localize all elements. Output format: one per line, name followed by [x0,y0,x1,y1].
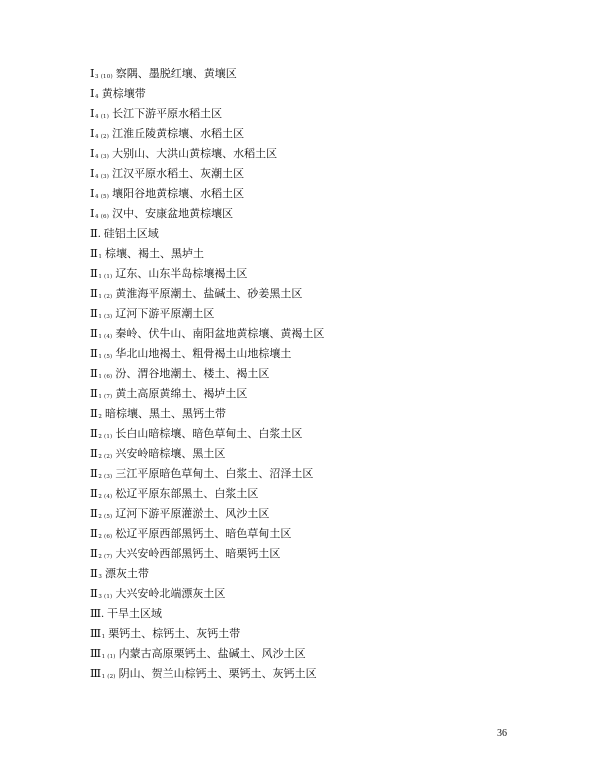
zone-code-numeral: Ⅰ [90,108,95,120]
zone-description: 壤阳谷地黄棕壤、水稻土区 [112,187,245,200]
zone-code-subscript: 1 [98,254,103,260]
zone-code-numeral: Ⅱ [90,488,98,500]
zone-code-numeral: Ⅱ [90,548,98,560]
zone-code-subscript: 1 (2) [98,294,113,300]
soil-zone-entry [90,264,324,284]
zone-code-numeral: Ⅱ. [90,228,101,240]
zone-description: 内蒙古高原栗钙土、盐碱土、风沙土区 [118,647,306,660]
soil-zone-entry [90,124,324,144]
soil-zone-list [90,64,324,684]
zone-description: 暗棕壤、黑土、黑钙土带 [105,407,227,420]
zone-code-subscript: 2 (6) [98,534,113,540]
zone-code-numeral: Ⅱ [90,308,98,320]
zone-code-subscript: 2 (7) [98,554,113,560]
soil-zone-entry [90,284,324,304]
zone-code-numeral: Ⅲ. [90,608,104,620]
zone-code-subscript: 2 [98,414,103,420]
zone-description: 秦岭、伏牛山、南阳盆地黄棕壤、黄褐土区 [115,327,325,340]
zone-code-numeral: Ⅱ [90,328,98,340]
zone-description: 三江平原暗色草甸土、白浆土、沼泽土区 [115,467,314,480]
zone-code-subscript: 1 (5) [98,354,113,360]
soil-zone-entry [90,144,324,164]
zone-code-numeral: Ⅱ [90,468,98,480]
zone-code-subscript: 4 (1) [95,114,110,120]
soil-zone-entry [90,104,324,124]
soil-zone-entry [90,364,324,384]
zone-code-numeral: Ⅱ [90,428,98,440]
soil-zone-entry [90,324,324,344]
soil-zone-entry [90,604,324,624]
zone-code-numeral: Ⅱ [90,508,98,520]
zone-code-subscript: 2 (3) [98,474,113,480]
zone-code-numeral: Ⅲ [90,648,102,660]
soil-zone-entry [90,304,324,324]
zone-description: 松辽平原西部黑钙土、暗色草甸土区 [115,527,292,540]
zone-code-numeral: Ⅱ [90,368,98,380]
zone-description: 漂灰土带 [105,567,150,580]
zone-description: 江淮丘陵黄棕壤、水稻土区 [112,127,245,140]
zone-code-numeral: Ⅱ [90,348,98,360]
soil-zone-entry [90,624,324,644]
soil-zone-entry [90,224,324,244]
zone-code-numeral: Ⅱ [90,268,98,280]
soil-zone-entry [90,84,324,104]
zone-code-subscript: 1 (4) [98,334,113,340]
zone-code-subscript: 4 (6) [95,214,110,220]
soil-zone-entry [90,384,324,404]
zone-description: 汾、渭谷地潮土、楼土、褐土区 [115,367,270,380]
zone-code-numeral: Ⅰ [90,188,95,200]
zone-code-subscript: 4 (3) [95,174,110,180]
zone-code-subscript: 4 (5) [95,194,110,200]
soil-zone-entry [90,64,324,84]
soil-zone-entry [90,664,324,684]
soil-zone-entry [90,164,324,184]
zone-code-subscript: 2 (1) [98,434,113,440]
zone-code-subscript: 4 (3) [95,154,110,160]
zone-description: 汉中、安康盆地黄棕壤区 [112,207,234,220]
zone-description: 辽河下游平原潮土区 [115,307,215,320]
zone-code-numeral: Ⅱ [90,568,98,580]
zone-code-subscript: 1 (1) [98,274,113,280]
zone-description: 阴山、贺兰山棕钙土、栗钙土、灰钙土区 [118,667,317,680]
zone-code-numeral: Ⅰ [90,68,95,80]
soil-zone-entry [90,564,324,584]
zone-description: 松辽平原东部黑土、白浆土区 [115,487,259,500]
zone-description: 大兴安岭西部黑钙土、暗栗钙土区 [115,547,281,560]
zone-description: 长江下游平原水稻土区 [112,107,223,120]
soil-zone-entry [90,524,324,544]
zone-code-subscript: 2 (4) [98,494,113,500]
zone-description: 大兴安岭北端漂灰土区 [115,587,226,600]
zone-code-subscript: 1 (2) [101,674,116,680]
soil-zone-entry [90,484,324,504]
page-number: 36 [497,728,507,739]
zone-code-subscript: 3 [98,574,103,580]
soil-zone-entry [90,204,324,224]
zone-code-numeral: Ⅱ [90,388,98,400]
zone-code-subscript: 1 (3) [98,314,113,320]
zone-code-subscript: 1 (7) [98,394,113,400]
zone-code-numeral: Ⅱ [90,528,98,540]
soil-zone-entry [90,504,324,524]
zone-code-numeral: Ⅱ [90,288,98,300]
zone-code-numeral: Ⅰ [90,88,95,100]
soil-zone-entry [90,584,324,604]
soil-zone-entry [90,244,324,264]
zone-code-subscript: 1 (6) [98,374,113,380]
soil-zone-entry [90,424,324,444]
zone-description: 辽河下游平原灌淤土、风沙土区 [115,507,270,520]
zone-description: 黄淮海平原潮土、盐碱土、砂姜黑土区 [115,287,303,300]
zone-code-numeral: Ⅱ [90,248,98,260]
zone-description: 察隅、墨脱红壤、黄壤区 [115,67,237,80]
zone-code-subscript: 1 (1) [101,654,116,660]
zone-code-numeral: Ⅰ [90,148,95,160]
zone-code-subscript: 4 (2) [95,134,110,140]
zone-description: 兴安岭暗棕壤、黑土区 [115,447,226,460]
zone-description: 硅铝土区域 [103,227,159,240]
zone-description: 黄棕壤带 [101,87,146,100]
zone-code-numeral: Ⅰ [90,128,95,140]
zone-code-subscript: 1 [101,634,106,640]
zone-description: 长白山暗棕壤、暗色草甸土、白浆土区 [115,427,303,440]
zone-description: 华北山地褐土、粗骨褐土山地棕壤土 [115,347,292,360]
zone-description: 黄土高原黄绵土、褐垆土区 [115,387,248,400]
zone-code-numeral: Ⅰ [90,168,95,180]
zone-description: 大别山、大洪山黄棕壤、水稻土区 [112,147,278,160]
soil-zone-entry [90,404,324,424]
soil-zone-entry [90,544,324,564]
soil-zone-entry [90,444,324,464]
zone-description: 江汉平原水稻土、灰潮土区 [112,167,245,180]
zone-code-numeral: Ⅰ [90,208,95,220]
soil-zone-entry [90,184,324,204]
zone-description: 棕壤、褐土、黑垆土 [105,247,205,260]
zone-description: 栗钙土、棕钙土、灰钙土带 [108,627,241,640]
soil-zone-entry [90,344,324,364]
soil-zone-entry [90,644,324,664]
zone-description: 辽东、山东半岛棕壤褐土区 [115,267,248,280]
soil-zone-entry [90,464,324,484]
zone-code-numeral: Ⅱ [90,448,98,460]
zone-code-subscript: 2 (5) [98,514,113,520]
zone-code-subscript: 4 [95,94,99,100]
zone-code-subscript: 3 (10) [95,74,113,80]
zone-code-numeral: Ⅱ [90,408,98,420]
zone-code-numeral: Ⅱ [90,588,98,600]
zone-code-numeral: Ⅲ [90,668,102,680]
zone-code-subscript: 3 (1) [98,594,113,600]
zone-code-subscript: 2 (2) [98,454,113,460]
zone-code-numeral: Ⅲ [90,628,102,640]
zone-description: 干旱土区域 [106,607,162,620]
